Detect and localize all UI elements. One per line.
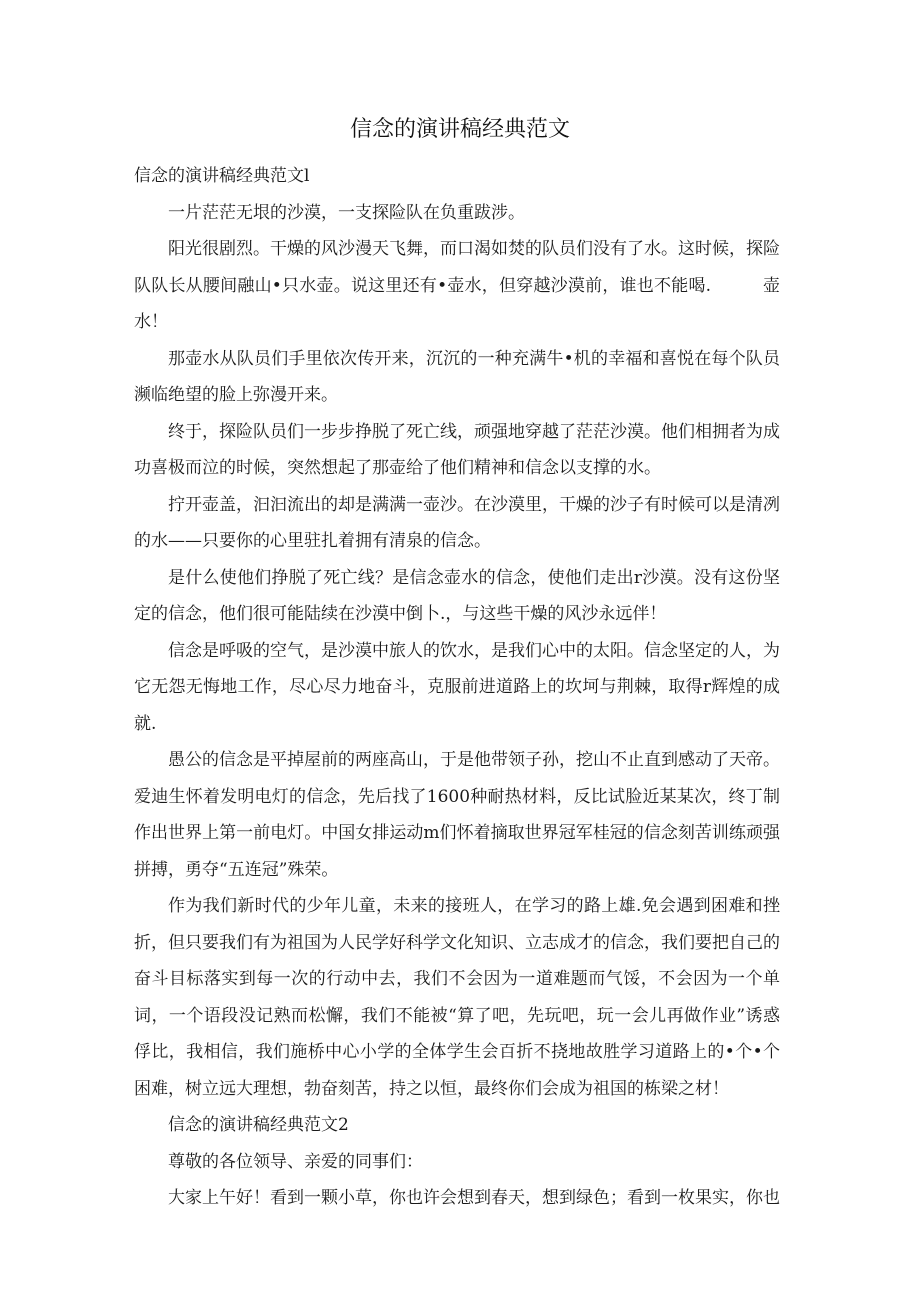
paragraph: 阳光很剧烈。干燥的风沙漫天飞舞，而口渴如焚的队员们没有了水。这时候，探险队队长从腰间融山•只水壶。说这里还有•壶水，但穿越沙漠前，谁也不能喝. 壶水！ bbox=[134, 239, 780, 332]
section-heading-1: 信念的演讲稿经典范文l bbox=[134, 166, 310, 186]
paragraph: 信念是呼吸的空气，是沙漠中旅人的饮水，是我们心中的太阳。信念坚定的人，为它无怨无悔地工作，尽心尽力地奋斗，克服前进道路上的坎坷与荆棘，取得r辉煌的成就. bbox=[134, 640, 780, 734]
paragraph: 尊敬的各位领导、亲爱的同事们： bbox=[168, 1151, 423, 1172]
paragraph: 终于，探险队员们一步步挣脱了死亡线，顽强地穿越了茫茫沙漠。他们相拥者为成功喜极而泣的时候，突然想起了那壶给了他们精神和信念以支撑的水。 bbox=[134, 421, 780, 478]
paragraph: 是什么使他们挣脱了死亡线？是信念壶水的信念，使他们走出r沙漠。没有这份坚定的信念，他们很可能陆续在沙漠中倒卜.，与这些干燥的风沙永远伴！ bbox=[134, 567, 780, 624]
paragraph: 大家上午好！看到一颗小草，你也许会想到春天，想到绿色；看到一枚果实，你也 bbox=[168, 1188, 780, 1208]
paragraph: 拧开壶盖，汩汩流出的却是满满一壶沙。在沙漠里，干燥的沙子有时候可以是清冽的水——只要你的心里驻扎着拥有清泉的信念。 bbox=[134, 494, 780, 551]
paragraph: 愚公的信念是平掉屋前的两座高山，于是他带领子孙，挖山不止直到感动了天帝。爱迪生怀着发明电灯的信念，先后找了1600种耐热材料，反比试脸近某某次，终丁制作出世界上第一前电灯。中国女排运动m们怀着摘取世界冠军桂冠的信念刻苦训练顽强拼搏，勇夺“五连冠”殊荣。 bbox=[134, 750, 780, 880]
document-title: 信念的演讲稿经典范文 bbox=[349, 117, 570, 142]
paragraph: 作为我们新时代的少年儿童，未来的接班人，在学习的路上雄.免会遇到困难和挫折，但只要我们有为祖国为人民学好科学文化知识、立志成才的信念，我们要把自己的奋斗目标落实到每一次的行动中去，我们不会因为一道难题而气馁，不会因为一个单词，一个语段没记熟而松懈，我们不能被“算了吧，先玩吧，玩一会儿再做作业”诱惑俘比，我相信，我们施桥中心小学的全体学生会百折不挠地故胜学习道路上的•个•个困难，树立远大理想，勃奋刻苦，持之以恒，最终你们会成为祖国的栋梁之材！ bbox=[134, 896, 780, 1099]
document-body bbox=[134, 158, 780, 1217]
paragraph: 一片茫茫无垠的沙漠，一支探险队在负重跋涉。 bbox=[168, 202, 525, 223]
section-heading-2: 信念的演讲稿经典范文2 bbox=[168, 1115, 349, 1135]
paragraph: 那壶水从队员们手里依次传开来，沉沉的一种充满牛•机的幸福和喜悦在每个队员濒临绝望的脸上弥漫开来。 bbox=[134, 348, 780, 405]
